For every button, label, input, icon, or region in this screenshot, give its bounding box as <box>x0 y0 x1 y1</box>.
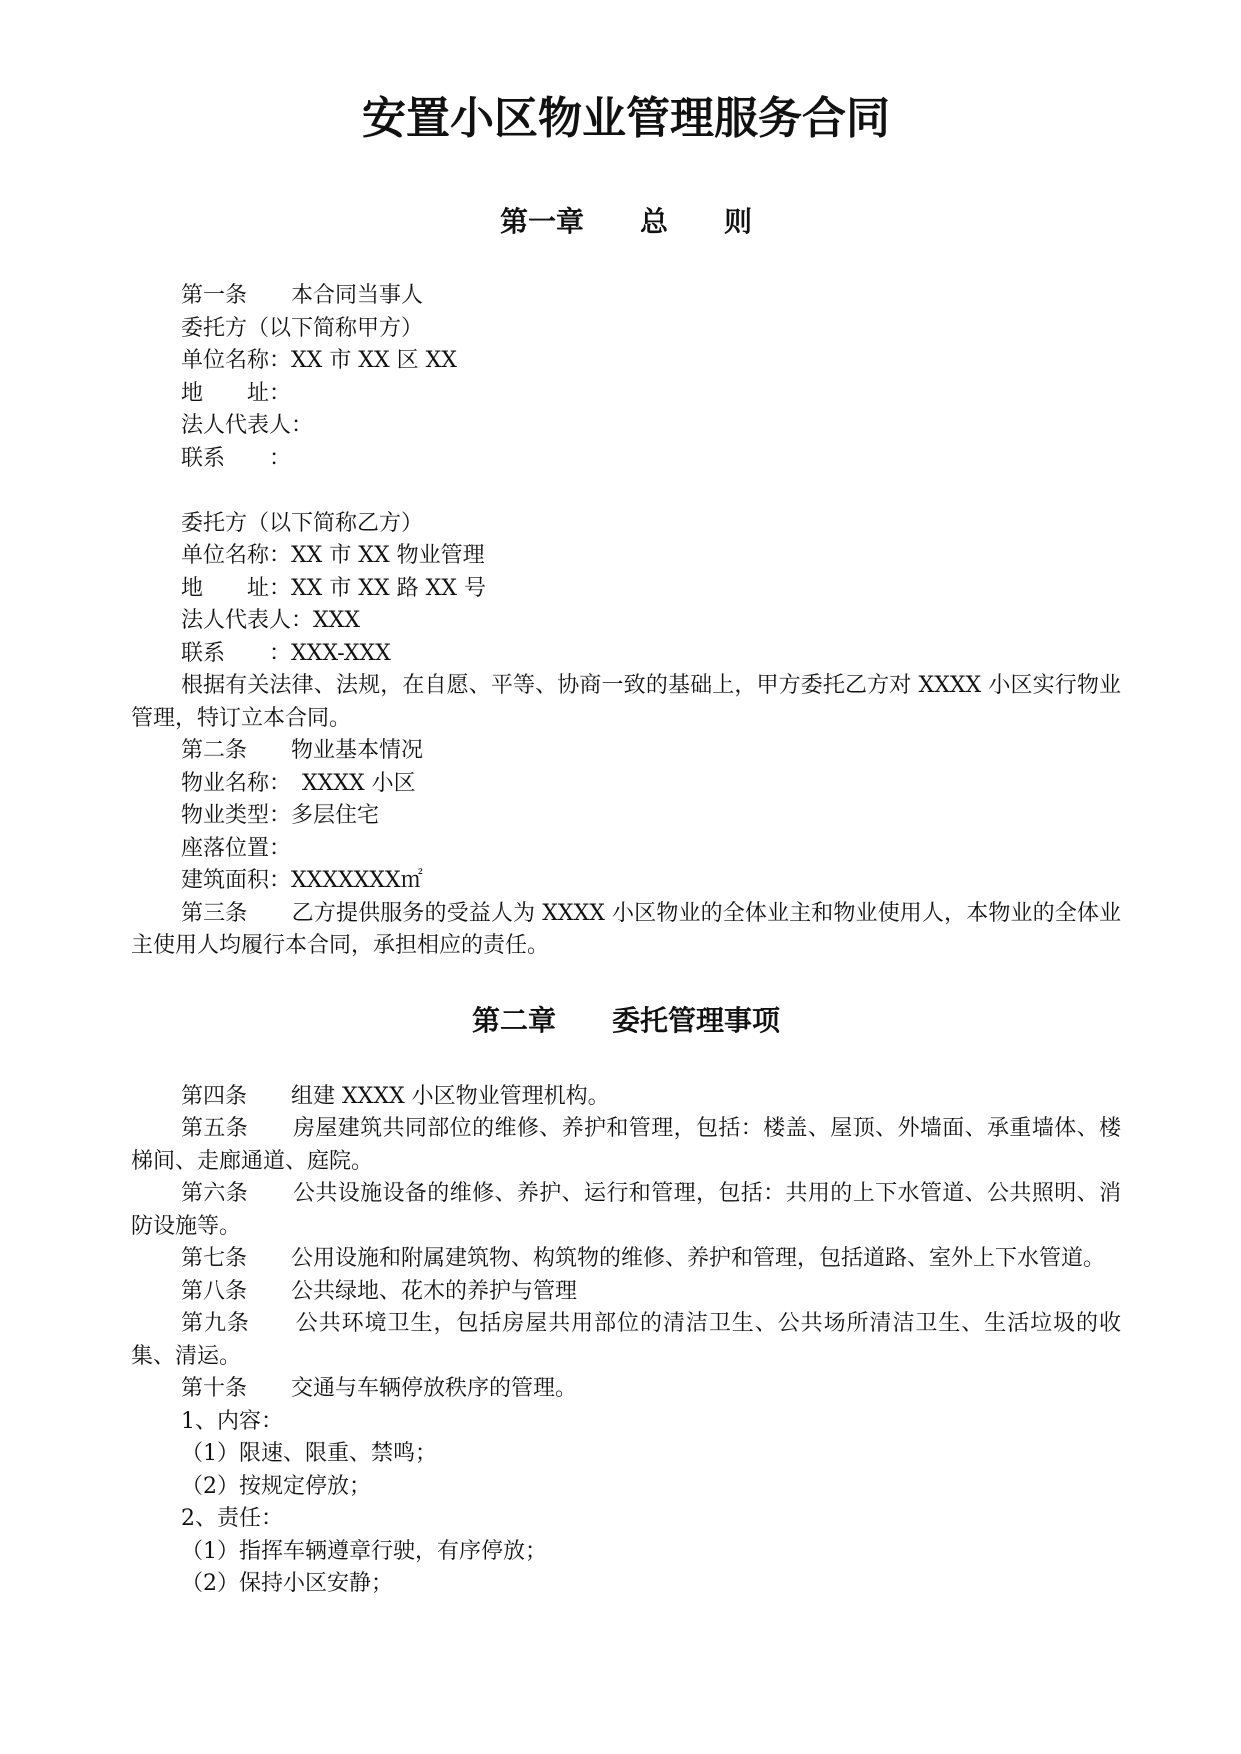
property-type: 物业类型：多层住宅 <box>181 803 380 828</box>
article-6-paragraph: 第六条 公共设施设备的维修、养护、运行和管理，包括：共用的上下水管道、公共照明、消防设施等。 <box>131 1181 1121 1239</box>
party-b-name: 单位名称：XX 市 XX 物业管理 <box>181 543 485 568</box>
contract-basis-paragraph: 根据有关法律、法规，在自愿、平等、协商一致的基础上，甲方委托乙方对 XXXX 小区实行物业管理，特订立本合同。 <box>131 673 1121 731</box>
duty-label: 2、责任： <box>181 1506 283 1531</box>
party-b-contact: 联系 ：XXX-XXX <box>181 640 391 666</box>
article-3-paragraph: 第三条 乙方提供服务的受益人为 XXXX 小区物业的全体业主和物业使用人，本物业的全体业主使用人均履行本合同，承担相应的责任。 <box>131 900 1121 958</box>
party-a-representative: 法人代表人： <box>181 413 314 438</box>
article-4-paragraph: 第四条 组建 XXXX 小区物业管理机构。 <box>181 1083 610 1109</box>
article-7-paragraph: 第七条 公用设施和附属建筑物、构筑物的维修、养护和管理，包括道路、室外上下水管道。 <box>181 1246 1106 1271</box>
property-name: 物业名称： XXXX 小区 <box>181 770 416 796</box>
party-b-representative: 法人代表人：XXX <box>181 608 360 633</box>
party-a-name: 单位名称：XX 市 XX 区 XX <box>181 348 457 373</box>
chapter-2-body <box>131 1081 1121 1601</box>
party-b-label: 委托方（以下简称乙方） <box>181 510 424 536</box>
article-2-heading: 第二条 物业基本情况 <box>181 738 424 763</box>
article-10-paragraph: 第十条 交通与车辆停放秩序的管理。 <box>181 1376 578 1401</box>
list-item: （1）限速、限重、禁鸣； <box>181 1441 437 1466</box>
property-location: 座落位置： <box>181 835 292 861</box>
list-item: （2）按规定停放； <box>181 1473 371 1499</box>
chapter-1-body <box>131 280 1121 963</box>
party-b-address: 地 址：XX 市 XX 路 XX 号 <box>181 575 486 601</box>
property-area: 建筑面积：XXXXXXX㎡ <box>181 868 423 893</box>
list-item: （1）指挥车辆遵章行驶，有序停放； <box>181 1538 547 1564</box>
article-1-heading: 第一条 本合同当事人 <box>181 283 424 308</box>
party-a-contact: 联系 ： <box>181 445 292 471</box>
spacer <box>131 475 1121 508</box>
article-8-paragraph: 第八条 公共绿地、花木的养护与管理 <box>181 1278 578 1304</box>
article-9-paragraph: 第九条 公共环境卫生，包括房屋共用部位的清洁卫生、公共场所清洁卫生、生活垃圾的收集、清运。 <box>131 1311 1121 1369</box>
content-label: 1、内容： <box>181 1408 283 1434</box>
list-item: （2）保持小区安静； <box>181 1571 393 1596</box>
chapter-2-heading: 第二章 委托管理事项 <box>471 1003 780 1037</box>
chapter-1-heading: 第一章 总 则 <box>499 205 752 238</box>
party-a-label: 委托方（以下简称甲方） <box>181 315 424 341</box>
party-a-address: 地 址： <box>181 380 292 406</box>
article-5-paragraph: 第五条 房屋建筑共同部位的维修、养护和管理，包括：楼盖、屋顶、外墙面、承重墙体、楼梯间、走廊通道、庭院。 <box>131 1116 1121 1174</box>
document-title: 安置小区物业管理服务合同 <box>362 93 890 144</box>
